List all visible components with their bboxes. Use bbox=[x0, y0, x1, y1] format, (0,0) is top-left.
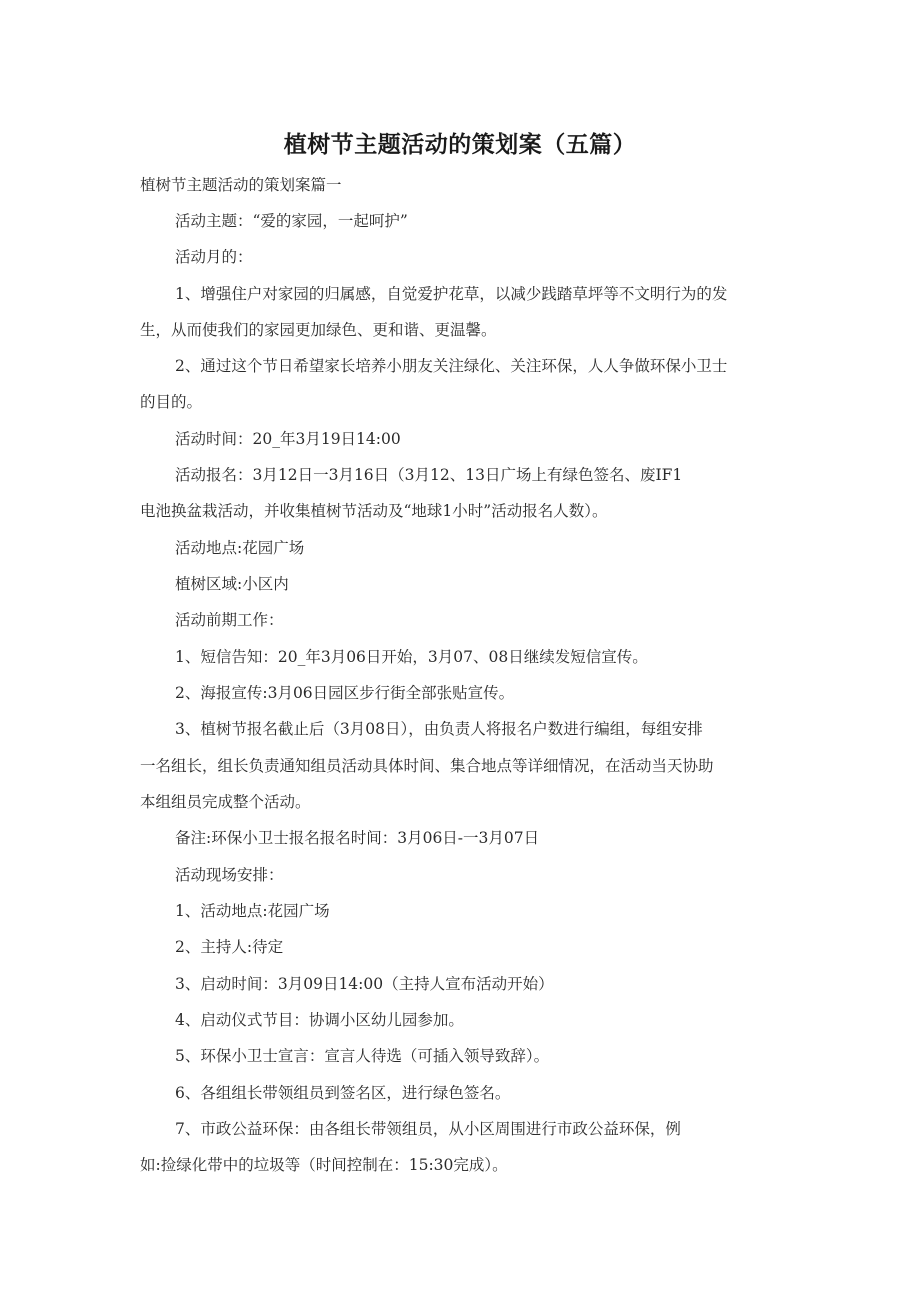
text-line: 4、启动仪式节目：协调小区幼儿园参加。 bbox=[175, 1011, 464, 1029]
text-line: 6、各组组长带领组员到签名区，进行绿色签名。 bbox=[175, 1084, 511, 1102]
text-line: 生，从而使我们的家园更加绿色、更和谐、更温馨。 bbox=[140, 321, 497, 339]
text-line: 1、增强住户对家园的归属感，自觉爱护花草，以减少践踏草坪等不文明行为的发 bbox=[175, 285, 728, 303]
text-line: 2、主持人:待定 bbox=[175, 938, 284, 956]
text-line: 2、通过这个节日希望家长培养小朋友关注绿化、关注环保，人人争做环保小卫士 bbox=[175, 357, 728, 375]
text-line: 3、植树节报名截止后（3月08日），由负责人将报名户数进行编组，每组安排 bbox=[175, 720, 703, 738]
text-line: 5、环保小卫士宣言：宣言人待选（可插入领导致辞）。 bbox=[175, 1047, 550, 1065]
text-line: 2、海报宣传:3月06日园区步行街全部张贴宣传。 bbox=[175, 684, 515, 702]
text-line: 1、活动地点:花园广场 bbox=[175, 902, 330, 920]
text-line: 活动月的： bbox=[175, 248, 253, 266]
text-line: 活动地点:花园广场 bbox=[175, 539, 305, 557]
text-line: 本组组员完成整个活动。 bbox=[140, 793, 311, 811]
text-line: 活动主题：“爱的家园，一起呵护” bbox=[175, 212, 408, 230]
text-line: 活动报名：3月12日一3月16日（3月12、13日广场上有绿色签名、废IF1 bbox=[175, 466, 683, 484]
text-line: 活动前期工作： bbox=[175, 611, 284, 629]
text-line: 活动现场安排： bbox=[175, 866, 284, 884]
text-line: 的目的。 bbox=[140, 393, 203, 411]
text-line: 7、市政公益环保：由各组长带领组员，从小区周围进行市政公益环保，例 bbox=[175, 1120, 681, 1138]
section-heading: 植树节主题活动的策划案篇一 bbox=[140, 176, 342, 194]
text-line: 备注:环保小卫士报名报名时间：3月06日-一3月07日 bbox=[175, 829, 540, 847]
text-line: 3、启动时间：3月09日14:00（主持人宣布活动开始） bbox=[175, 975, 554, 993]
text-line: 电池换盆栽活动，并收集植树节活动及“地球1小时”活动报名人数）。 bbox=[140, 502, 608, 520]
text-line: 1、短信告知：20_年3月06日开始，3月07、08日继续发短信宣传。 bbox=[175, 648, 648, 666]
text-line: 一名组长，组长负责通知组员活动具体时间、集合地点等详细情况，在活动当天协助 bbox=[140, 757, 714, 775]
document-title: 植树节主题活动的策划案（五篇） bbox=[283, 132, 637, 158]
text-line: 活动时间：20_年3月19日14:00 bbox=[175, 430, 401, 448]
text-line: 如:捡绿化带中的垃圾等（时间控制在：15:30完成）。 bbox=[140, 1156, 508, 1174]
text-line: 植树区域:小区内 bbox=[175, 575, 289, 593]
